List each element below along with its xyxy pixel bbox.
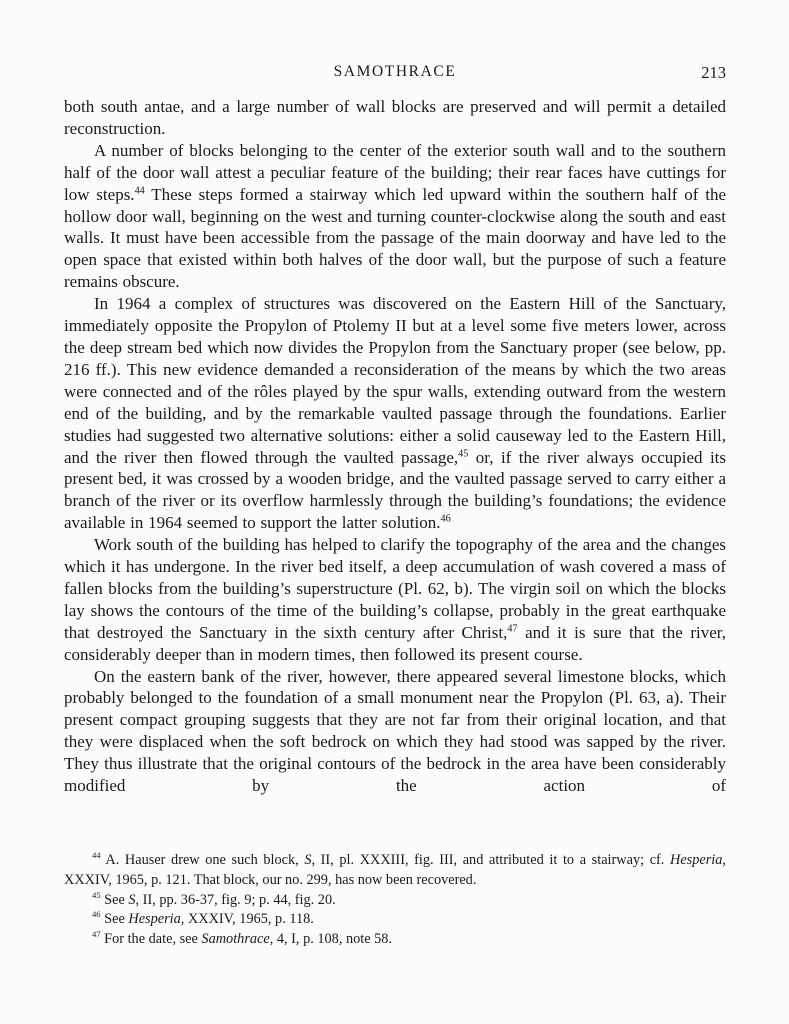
footnotes-section [64, 851, 726, 950]
footnote-46: $^{46}$ See Hesperia, XXXIV, 1965, p. 118. [92, 909, 314, 928]
paragraph-2: A number of blocks belonging to the center of the exterior south wall and to the southern half of the door wall attest a peculiar feature of the building; their rear faces have cuttings for low steps.$^{44}$ These steps formed a stairway which led upward within the southern half of the hollow door wall, beginning on the west and turning counter-clockwise along the south and east walls. It must have been accessible from the passage of the main doorway and have led to the open space that existed within both halves of the door wall, but the purpose of such a feature remains obscure. [64, 140, 726, 292]
running-head-title: SAMOTHRACE [333, 63, 457, 80]
paragraph-1: both south antae, and a large number of wall blocks are preserved and will permit a detailed reconstruction. [64, 97, 726, 138]
footnote-45: $^{45}$ See S, II, pp. 36-37, fig. 9; p. 44, fig. 20. [92, 889, 336, 908]
page-number: 213 [701, 63, 726, 82]
running-head [64, 63, 726, 83]
paragraph-5: On the eastern bank of the river, however, there appeared several limestone blocks, which probably belonged to the foundation of a small monument near the Propylon (Pl. 63, a). Their present compact grouping suggests that they are not far from their original location, and that they were displaced when the soft bedrock on which they had stood was sapped by the river. They thus illustrate that the original contours of the bedrock in the area have been considerably modified by the action of [64, 666, 726, 796]
paragraph-4: Work south of the building has helped to clarify the topography of the area and the changes which it has undergone. In the river bed itself, a deep accumulation of wash covered a mass of fallen blocks from the building’s superstructure (Pl. 62, b). The virgin soil on which the blocks lay shows the contours of the time of the building’s collapse, probably in the great earthquake that destroyed the Sanctuary in the sixth century after Christ,$^{47}$ and it is sure that the river, considerably deeper than in modern times, then followed its present course. [64, 535, 726, 664]
paragraph-3: In 1964 a complex of structures was discovered on the Eastern Hill of the Sanctuary, immediately opposite the Propylon of Ptolemy II but at a level some five meters lower, across the deep stream bed which now divides the Propylon from the Sanctuary proper (see below, pp. 216 ff.). This new evidence demanded a reconsideration of the means by which the two areas were connected and of the rôles played by the spur walls, extending outward from the western end of the building, and by the remarkable vaulted passage through the foundations. Earlier studies had suggested two alternative solutions: either a solid causeway led to the Eastern Hill, and the river then flowed through the vaulted passage,$^{45}$ or, if the river always occupied its present bed, it was crossed by a wooden bridge, and the vaulted passage served to carry either a branch of the river or its overflow harmlessly through the building’s foundations; the evidence available in 1964 seemed to support the latter solution.$^{46}$ [64, 294, 727, 533]
footnote-47: $^{47}$ For the date, see Samothrace, 4, I, p. 108, note 58. [92, 929, 393, 948]
body-text [64, 96, 726, 797]
footnote-44: $^{44}$ A. Hauser drew one such block, S, II, pl. XXXIII, fig. III, and attributed it to a stairway; cf. Hesperia, XXXIV, 1965, p. 121. That block, our no. 299, has now been recovered. [64, 850, 726, 888]
